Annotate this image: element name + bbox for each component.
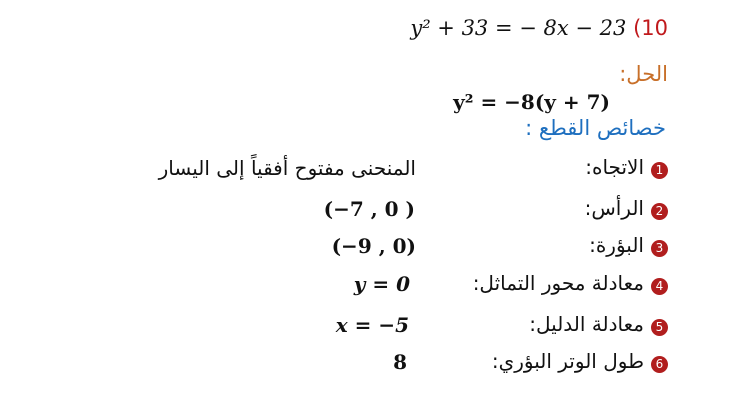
- directrix-value: x = −5: [335, 313, 409, 337]
- bullet-4: 4: [651, 278, 668, 295]
- axis-label: معادلة محور التماثل:: [472, 271, 644, 295]
- bullet-2: 2: [651, 203, 668, 220]
- solution-label: الحل:: [619, 62, 668, 86]
- directrix-label: معادلة الدليل:: [529, 312, 644, 336]
- problem-line: [410, 16, 668, 40]
- property-vertex: [48, 196, 668, 228]
- property-latus-rectum: [48, 349, 668, 381]
- bullet-1: 1: [651, 162, 668, 179]
- bullet-5: 5: [651, 319, 668, 336]
- bullet-6: 6: [651, 356, 668, 373]
- property-focus: [48, 233, 668, 265]
- latus-rectum-label: طول الوتر البؤري:: [491, 349, 644, 373]
- focus-value: (−9 , 0): [331, 234, 416, 258]
- property-directrix: [48, 312, 668, 344]
- problem-number: (10: [633, 16, 668, 40]
- latus-rectum-value: 8: [393, 350, 407, 374]
- standard-form-equation: y² = −8(y + 7): [453, 90, 610, 114]
- focus-label: البؤرة:: [589, 233, 644, 257]
- axis-value: y = 0: [353, 272, 410, 296]
- vertex-label: الرأس:: [584, 196, 644, 220]
- problem-equation: y² + 33 = − 8x − 23: [410, 16, 627, 40]
- vertex-value: (−7 , 0 ): [323, 197, 415, 221]
- bullet-3: 3: [651, 240, 668, 257]
- properties-title: خصائص القطع :: [525, 116, 666, 140]
- direction-value: المنحنى مفتوح أفقياً إلى اليسار: [158, 156, 416, 180]
- property-direction: [48, 155, 668, 187]
- direction-label: الاتجاه:: [585, 155, 644, 179]
- property-axis: [48, 271, 668, 303]
